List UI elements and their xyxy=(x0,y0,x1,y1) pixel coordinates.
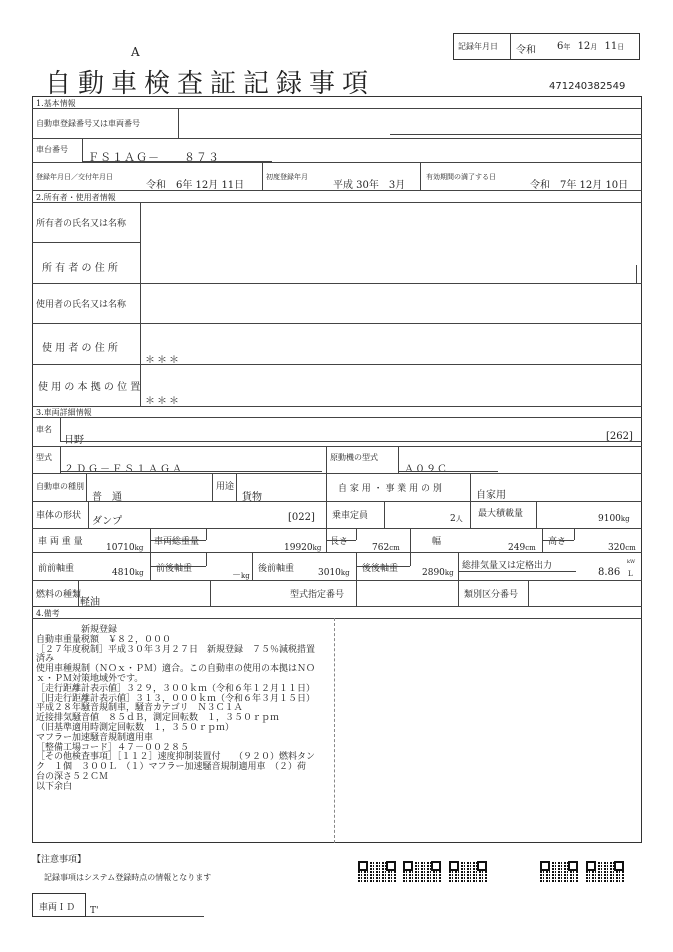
vehicle-id-value: T' xyxy=(90,906,99,916)
section1-title: 1.基本情報 xyxy=(36,99,76,108)
make-label: 車名 xyxy=(36,425,52,434)
qr-code-1 xyxy=(358,861,396,883)
chassis-label: 車台番号 xyxy=(36,145,68,154)
owner-address-label: 所 有 者 の 住 所 xyxy=(42,263,118,274)
private-use-label: 自 家 用 ・ 事 業 用 の 別 xyxy=(338,484,442,494)
remarks-line: 平成２８年騒音規制車，騒音カテゴリ Ｎ３Ｃ１Ａ xyxy=(36,703,243,714)
notes-title: 【注意事項】 xyxy=(32,855,87,865)
remarks-line: マフラー加速騒音規制適用車 xyxy=(36,732,154,743)
width-label: 幅 xyxy=(432,537,442,547)
displacement-label: 総排気量又は定格出力 xyxy=(462,561,553,571)
use-label: 用途 xyxy=(216,482,235,492)
class-no-label: 類別区分番号 xyxy=(464,590,519,600)
vehicle-weight-label: 車 両 重 量 xyxy=(38,537,83,547)
remarks-line: 使用車種規制（ＮＯｘ・ＰＭ）適合。この自動車の使用の本拠はＮＯ xyxy=(36,664,316,675)
engine-value: Ａ０９Ｃ xyxy=(404,464,448,475)
remarks-line: ［整備工場コード］４７－００２８５ xyxy=(36,742,190,753)
base-location-label: 使 用 の 本 拠 の 位 置 xyxy=(38,382,141,393)
remarks-line: （旧基準適用時測定回転数 １，３５０ｒｐｍ） xyxy=(36,722,235,733)
remarks-line: 以下余白 xyxy=(36,781,73,792)
document-title: 自動車検査証記録事項 xyxy=(45,69,376,99)
expiry-value: 令和 7年 12月 10日 xyxy=(530,180,629,191)
use-value: 貨物 xyxy=(242,492,262,503)
section4-title: 4.備考 xyxy=(36,609,60,618)
reg-date-label: 登録年月日／交付年月日 xyxy=(36,173,113,181)
first-reg-value: 平成 30年 3月 xyxy=(333,180,406,191)
gross-weight-value: 19920kg xyxy=(284,543,322,553)
fuel-value: 軽油 xyxy=(80,597,100,608)
vehicle-id-box xyxy=(32,893,86,917)
remarks-text xyxy=(36,626,315,793)
remarks-line: 新規登録 xyxy=(36,625,118,635)
remarks-line: 台の深さ５２ＣＭ xyxy=(36,771,109,782)
record-number: 471240382549 xyxy=(549,81,626,92)
front-front-axle-label: 前前軸重 xyxy=(38,564,75,574)
remarks-line: 近接排気騒音値 ８５ｄＢ，測定回転数 １，３５０ｒｐｍ xyxy=(36,713,280,724)
vehicle-weight-value: 10710kg xyxy=(106,543,144,553)
expiry-label: 有効期間の満了する日 xyxy=(426,173,496,181)
remarks-line: ク １個 ３００Ｌ （１）マフラー加速騒音規制適用車 （２）荷 xyxy=(36,762,307,773)
gross-weight-label: 車両総重量 xyxy=(154,537,200,547)
engine-label: 原動機の型式 xyxy=(330,453,378,462)
body-shape-code: [022] xyxy=(288,512,315,523)
qr-code-5 xyxy=(586,861,624,883)
private-use-value: 自家用 xyxy=(476,490,506,501)
vehicle-id-label: 車両ＩＤ xyxy=(39,903,76,913)
model-value: ２ＤＧ－ＦＳ１ＡＧＡ xyxy=(64,464,184,475)
front-rear-axle-value: －kg xyxy=(232,571,250,581)
remarks-line: ［走行距離計表示値］３２９，３００ｋｍ（令和６年１２月１１日） xyxy=(36,683,316,694)
qr-code-2 xyxy=(403,861,441,883)
rear-rear-axle-label: 後後軸重 xyxy=(362,564,399,574)
owner-name-label: 所有者の氏名又は名称 xyxy=(36,219,127,229)
base-location-value: ＊＊＊ xyxy=(145,396,181,407)
record-date-era: 令和 xyxy=(516,45,536,56)
rear-front-axle-value: 3010kg xyxy=(318,568,350,578)
max-load-value: 9100kg xyxy=(598,514,630,524)
make-value: 日野 xyxy=(64,435,84,446)
notes-text: 記録事項はシステム登録時点の情報となります xyxy=(44,873,212,882)
record-date-box xyxy=(453,33,640,60)
remarks-line: ［その他検査事項］［１１２］速度抑制装置付 （９２０）燃料タン xyxy=(36,752,316,763)
type-no-label: 型式指定番号 xyxy=(290,590,345,600)
fuel-label: 燃料の種類 xyxy=(36,590,82,600)
height-label: 高さ xyxy=(548,537,567,547)
max-load-label: 最大積載量 xyxy=(478,509,524,519)
body-shape-value: ダンプ xyxy=(92,516,123,527)
chassis-value: ＦＳ１ＡＧ－ ８７３ xyxy=(88,151,220,164)
remarks-line: 自動車重量税額 ￥８２，０００ xyxy=(36,634,172,645)
displacement-value: 8.86 xyxy=(598,567,621,578)
front-rear-axle-label: 前後軸重 xyxy=(156,564,193,574)
model-label: 型式 xyxy=(36,453,52,462)
qr-code-4 xyxy=(540,861,578,883)
front-front-axle-value: 4810kg xyxy=(112,568,144,578)
record-date-value: 6年 12月 11日 xyxy=(557,41,625,52)
reg-date-value: 令和 6年 12月 11日 xyxy=(146,180,245,191)
record-date-label: 記録年月日 xyxy=(458,42,498,51)
user-name-label: 使用者の氏名又は名称 xyxy=(36,300,127,310)
reg-no-label: 自動車登録番号又は車両番号 xyxy=(36,119,140,128)
rear-front-axle-label: 後前軸重 xyxy=(258,564,295,574)
section2-title: 2.所有者・使用者情報 xyxy=(36,193,116,202)
user-address-label: 使 用 者 の 住 所 xyxy=(42,343,118,354)
capacity-label: 乗車定員 xyxy=(332,511,369,521)
remarks-line: ｘ・ＰＭ対策地域外です。 xyxy=(36,673,144,684)
remarks-line: 済み xyxy=(36,654,55,665)
displacement-unit-l: L xyxy=(628,570,633,578)
kind-label: 自動車の種別 xyxy=(36,482,84,491)
length-label: 長さ xyxy=(330,537,349,547)
capacity-value: 2人 xyxy=(450,514,463,524)
body-shape-label: 車体の形状 xyxy=(36,511,82,521)
first-reg-label: 初度登録年月 xyxy=(266,173,308,181)
kind-value: 普 通 xyxy=(92,492,122,503)
make-code: [262] xyxy=(606,431,633,442)
remarks-line: ［旧走行距離計表示値］３１３，０００ｋｍ（令和６年３月１５日） xyxy=(36,693,316,704)
displacement-unit-kw: kW xyxy=(627,559,636,565)
width-value: 249cm xyxy=(508,543,536,553)
section3-title: 3.車両詳細情報 xyxy=(36,408,92,417)
remarks-line: ［２７年度税制］平成３０年３月２７日 新規登録 ７５％減税措置 xyxy=(36,644,316,655)
qr-code-3 xyxy=(449,861,487,883)
user-address-value: ＊＊＊ xyxy=(145,355,181,366)
rear-rear-axle-value: 2890kg xyxy=(422,568,454,578)
height-value: 320cm xyxy=(608,543,636,553)
length-value: 762cm xyxy=(372,543,400,553)
corner-mark: A xyxy=(131,45,140,59)
